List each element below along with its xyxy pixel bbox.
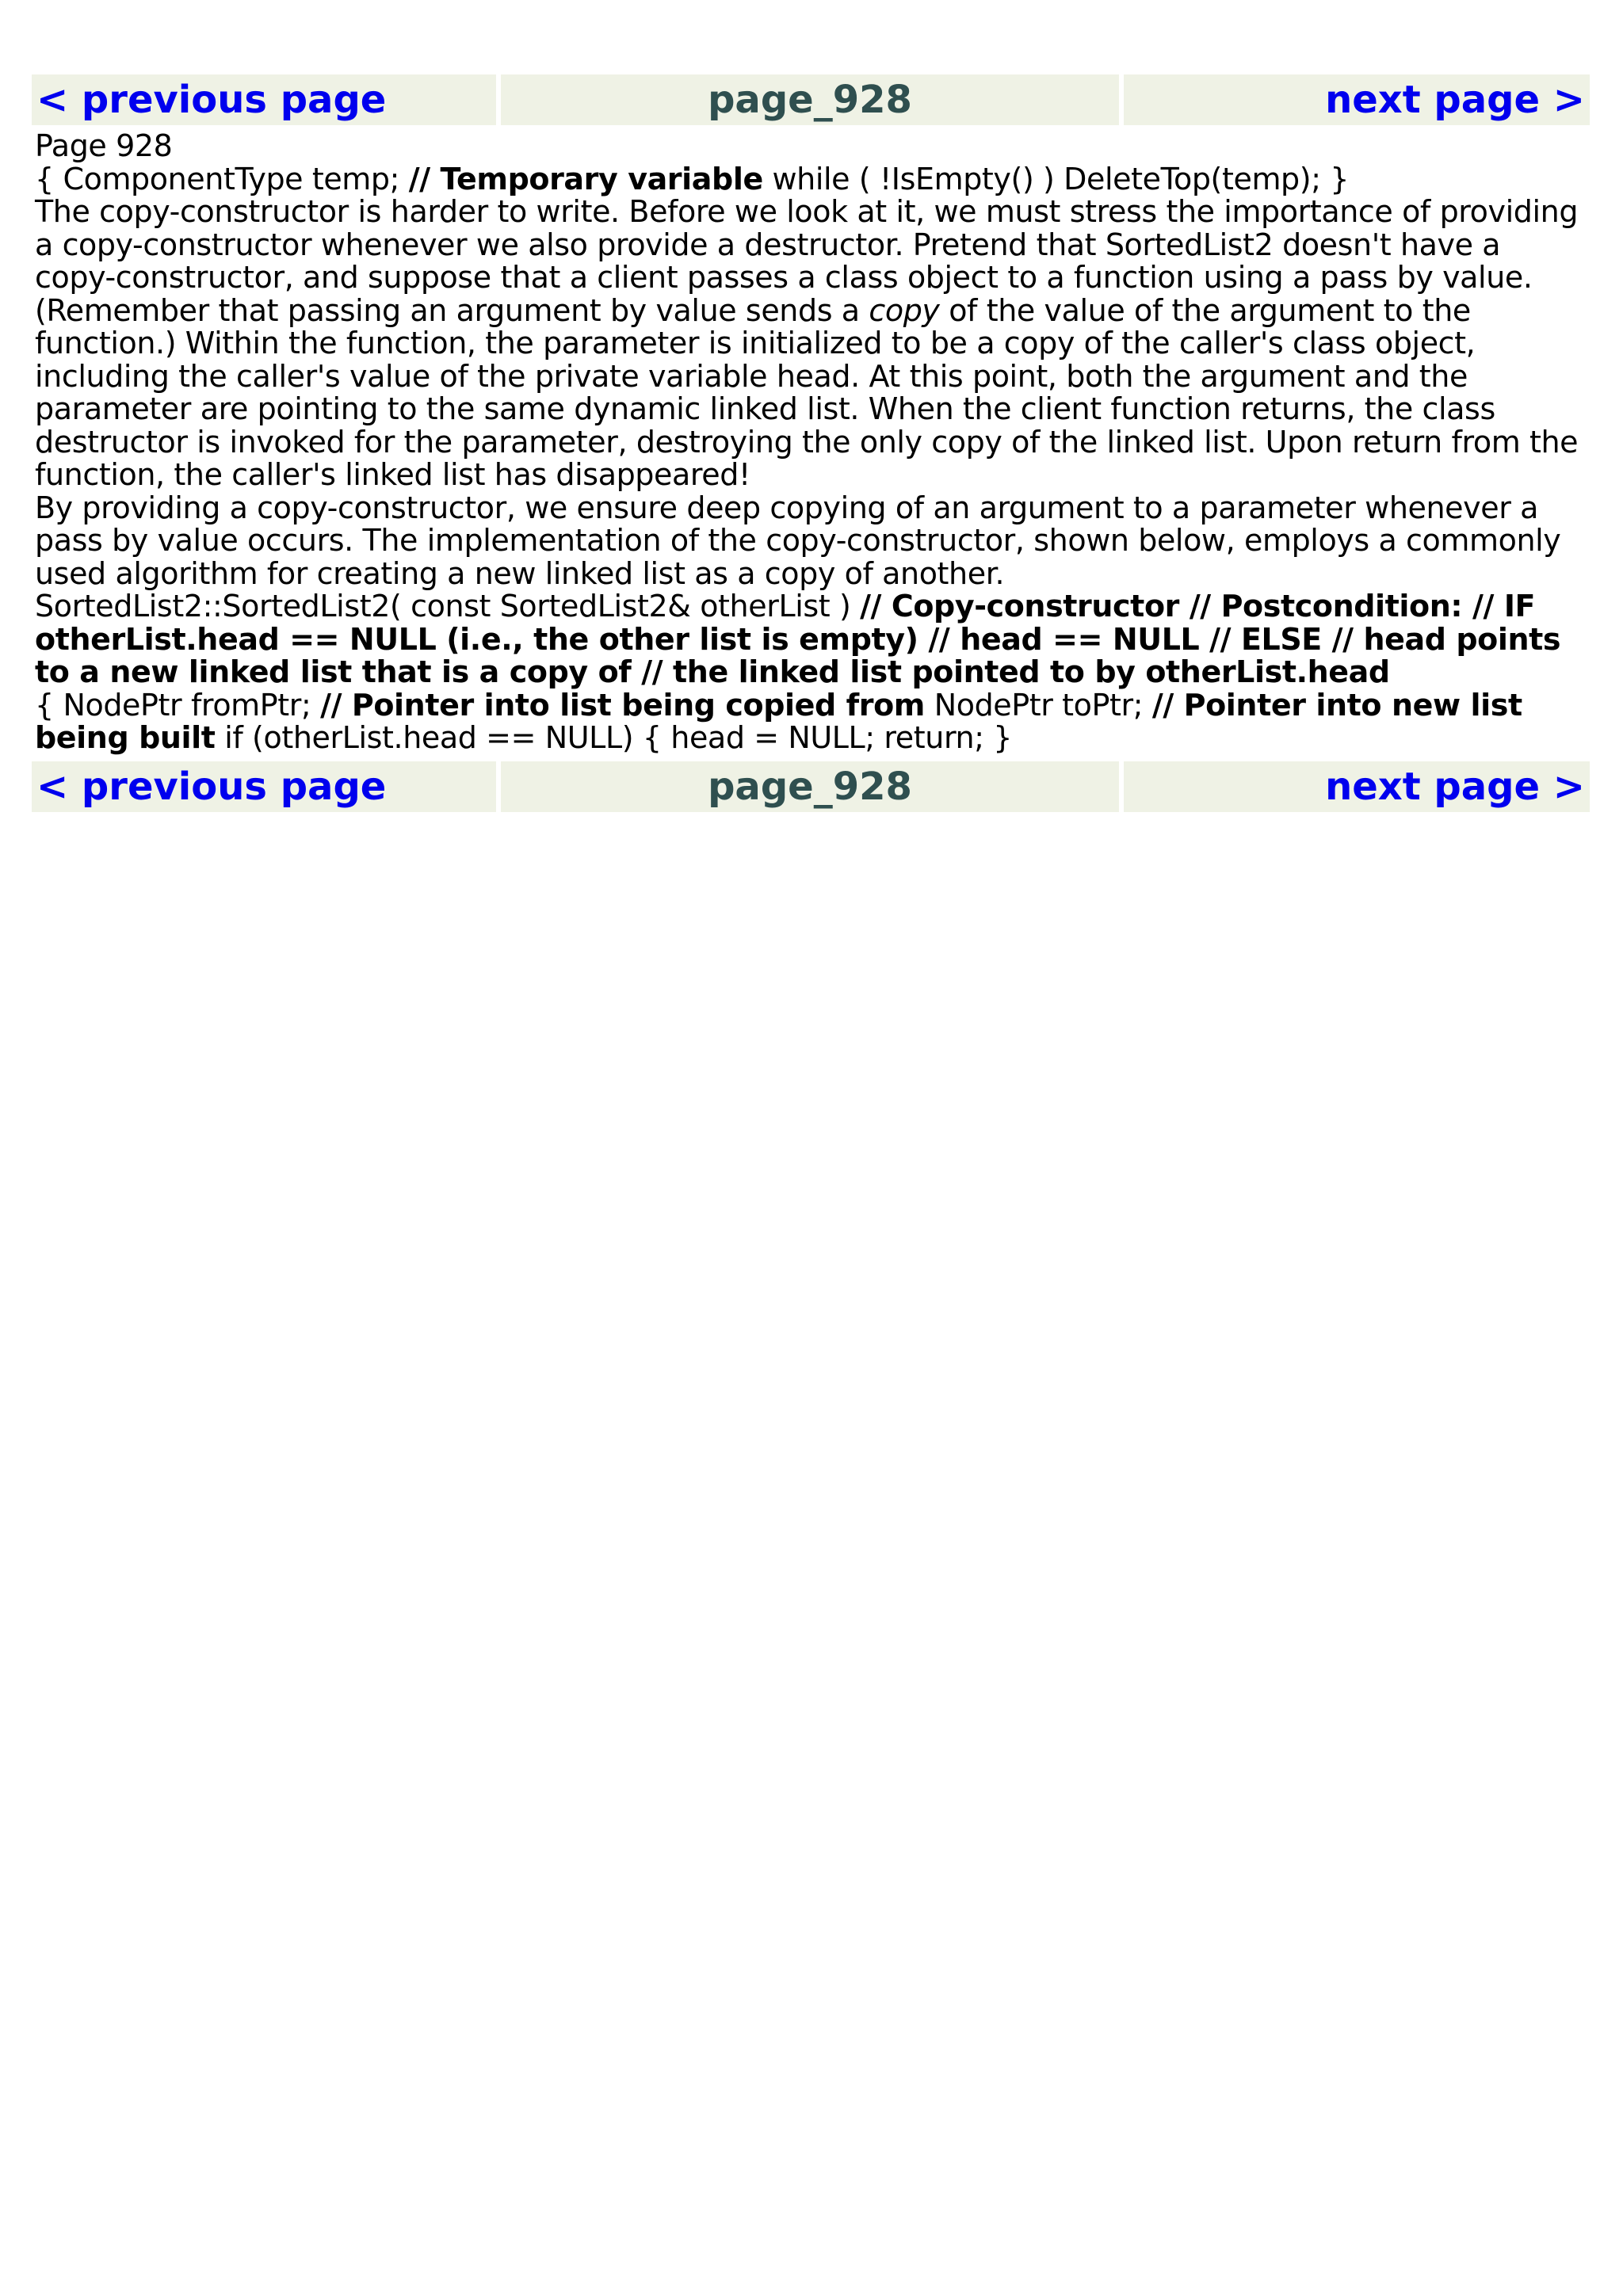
- emphasis-text: copy: [869, 292, 940, 328]
- code-block-destructor: [35, 163, 1587, 196]
- code-comment: // Copy-constructor // Postcondition: // IF otherList.head == NULL (i.e., the other list is empty) // head == NULL // ELSE // head points to a new linked list that is a copy of // the linked list pointed to by otherList.head: [35, 589, 1561, 689]
- top-next-page-link[interactable]: next page >: [1325, 78, 1585, 122]
- code-text: if (otherList.head == NULL) { head = NULL; return; }: [215, 720, 1013, 755]
- top-previous-page-link[interactable]: < previous page: [36, 78, 387, 122]
- code-text: { NodePtr fromPtr;: [35, 687, 321, 723]
- code-text: SortedList2::SortedList2( const SortedList2& otherList ): [35, 589, 861, 624]
- top-nav-next-cell: [1124, 74, 1590, 125]
- top-nav-bar: [32, 74, 1590, 125]
- code-comment: // Temporary variable: [408, 161, 763, 196]
- paragraph-text: of the value of the argument to the function.) Within the function, the parameter is initialized to be a copy of the caller's class object, including the caller's value of the private variable head. At this point, both the argument and the parameter are pointing to the same dynamic linked list. When the client function returns, the class destructor is invoked for the parameter, destroying the only copy of the linked list. Upon return from the function, the caller's linked list has disappeared!: [35, 292, 1579, 492]
- code-block-copy-constructor-header: [35, 590, 1587, 689]
- page-heading: Page 928: [35, 128, 173, 163]
- page-wrapper: [32, 74, 1590, 812]
- paragraph-deep-copy: By providing a copy-constructor, we ensure deep copying of an argument to a parameter whenever a pass by value occurs. The implementation of the copy-constructor, shown below, employs a commonly used algorithm for creating a new linked list as a copy of another.: [35, 490, 1561, 591]
- code-text: NodePtr toPtr;: [925, 687, 1152, 723]
- bottom-page-label: page_928: [708, 764, 912, 809]
- bottom-previous-page-link[interactable]: < previous page: [36, 764, 387, 809]
- top-nav-page-cell: [501, 74, 1119, 125]
- code-comment: // Pointer into new list being built: [35, 687, 1522, 755]
- paragraph-text: The copy-constructor is harder to write. Before we look at it, we must stress the importance of providing a copy-constructor whenever we also provide a destructor. Pretend that SortedList2 doesn't have a copy-constructor, and suppose that a client passes a class object to a function using a pass by value. (Remember that passing an argument by value sends a: [35, 194, 1579, 328]
- top-nav-prev-cell: [32, 74, 496, 125]
- code-text: { ComponentType temp;: [35, 161, 409, 196]
- bottom-nav-next-cell: [1124, 761, 1590, 812]
- code-text: while ( !IsEmpty() ) DeleteTop(temp); }: [762, 161, 1350, 196]
- code-comment: // Pointer into list being copied from: [320, 687, 926, 723]
- paragraph-copy-constructor-intro: [35, 196, 1587, 492]
- bottom-nav-page-cell: [501, 761, 1119, 812]
- bottom-nav-prev-cell: [32, 761, 496, 812]
- page-content: [32, 125, 1590, 760]
- code-block-copy-constructor-body: [35, 689, 1587, 755]
- bottom-nav-bar: [32, 761, 1590, 812]
- bottom-next-page-link[interactable]: next page >: [1325, 764, 1585, 809]
- top-page-label: page_928: [708, 78, 912, 122]
